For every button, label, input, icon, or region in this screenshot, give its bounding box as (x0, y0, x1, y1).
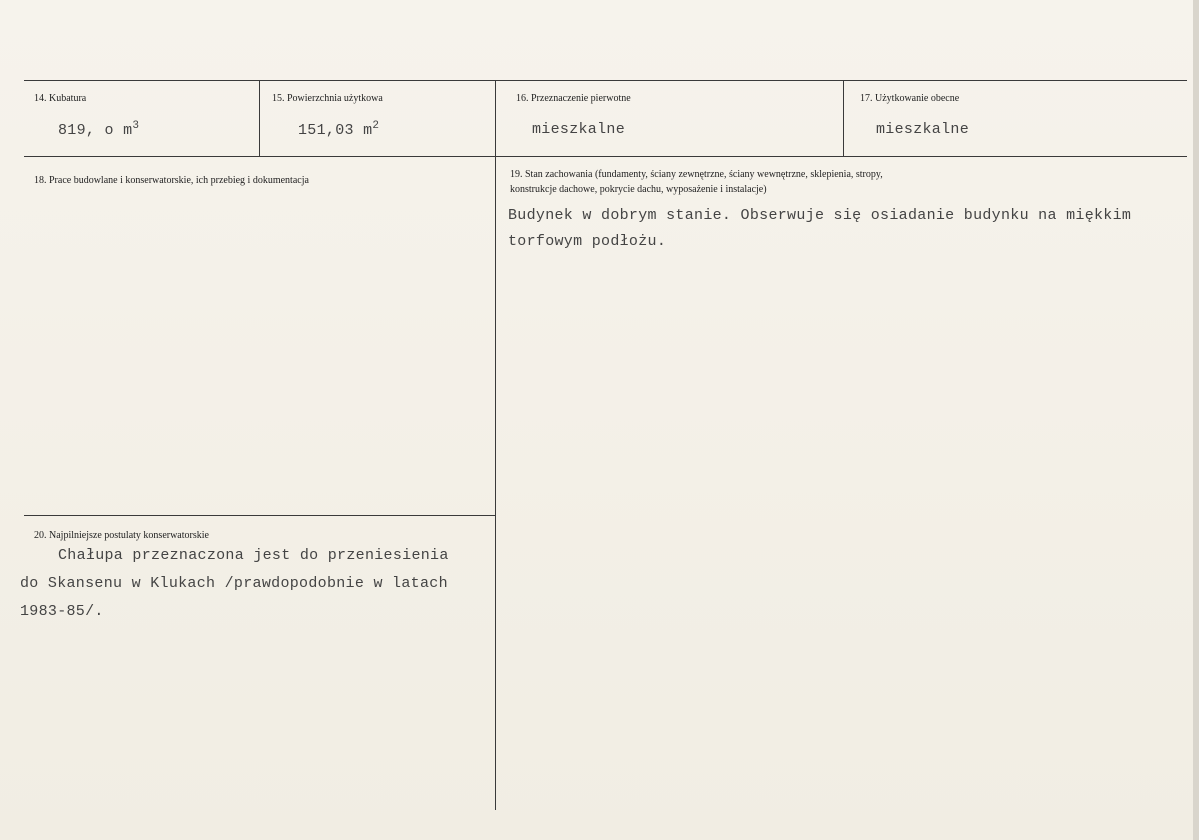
field-18-label: 18. Prace budowlane i konserwatorskie, ich przebieg i dokumentacja (34, 175, 309, 186)
field-20-label: 20. Najpilniejsze postulaty konserwatorskie (34, 530, 209, 541)
field-20-top-rule (24, 515, 495, 516)
field-17-value: mieszkalne (876, 121, 970, 138)
sheet-edge (1193, 0, 1199, 840)
field-14-value: 819, o $m^3$ (58, 120, 140, 139)
field-19-label-line1: 19. Stan zachowania (fundamenty, ściany zewnętrzne, ściany wewnętrzne, sklepienia, stropy, (510, 169, 883, 180)
field-19-value-line2: torfowym podłożu. (508, 233, 667, 250)
top-rule (24, 80, 1187, 81)
row1-bottom-rule (24, 156, 1187, 157)
field-15-label: 15. Powierzchnia użytkowa (272, 93, 383, 104)
field-15-value: 151,03 $m^2$ (298, 120, 380, 139)
divider-16-17 (843, 80, 844, 156)
field-16-label: 16. Przeznaczenie pierwotne (516, 93, 631, 104)
divider-14-15 (259, 80, 260, 156)
field-19-value-line1: Budynek w dobrym stanie. Obserwuje się osiadanie budynku na miękkim (508, 207, 1132, 224)
field-20-value-line1: Chałupa przeznaczona jest do przeniesienia (58, 547, 449, 564)
field-16-value: mieszkalne (532, 121, 626, 138)
field-20-value-line3: 1983-85/. (20, 603, 104, 620)
field-17-label: 17. Użytkowanie obecne (860, 93, 960, 104)
field-19-label-line2: konstrukcje dachowe, pokrycie dachu, wyposażenie i instalacje) (510, 184, 767, 195)
divider-main (495, 80, 496, 810)
field-20-value-line2: do Skansenu w Klukach /prawdopodobnie w latach (20, 575, 448, 592)
field-14-label: 14. Kubatura (34, 93, 87, 104)
